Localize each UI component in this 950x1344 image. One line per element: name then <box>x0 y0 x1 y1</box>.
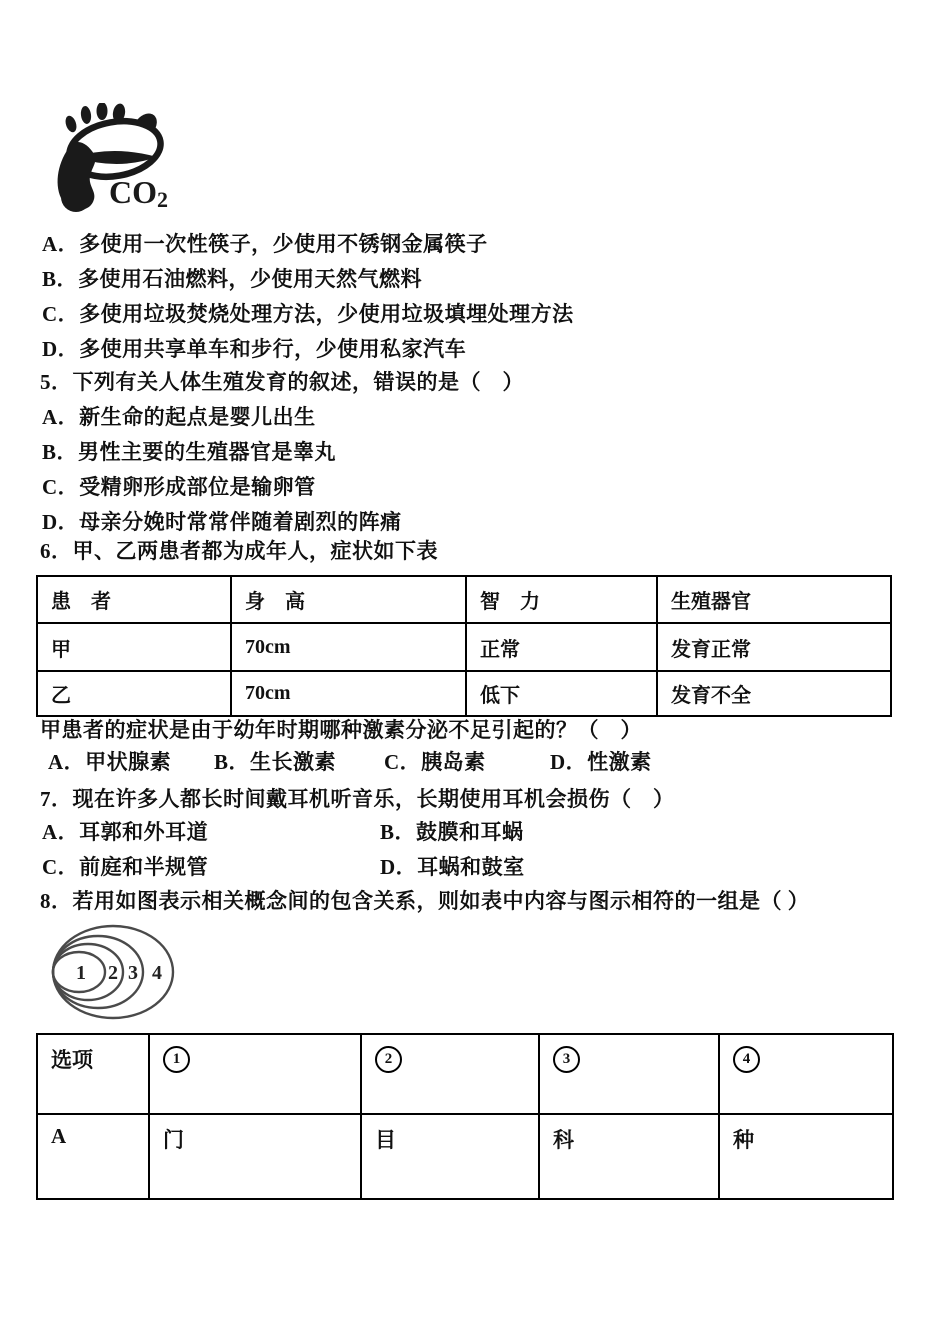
question-6-intro: 6．甲、乙两患者都为成年人，症状如下表 <box>40 539 438 563</box>
question-5-option-a: A．新生命的起点是婴儿出生 <box>42 405 316 429</box>
options-table-row-label: A <box>37 1114 149 1199</box>
table-cell: 70cm <box>231 671 466 716</box>
question-4-option-d: D．多使用共享单车和步行，少使用私家汽车 <box>42 337 467 361</box>
table-cell: 科 <box>539 1114 719 1199</box>
patients-table-row-jia <box>37 623 891 671</box>
nested-ellipses-diagram <box>43 922 193 1022</box>
question-6-option-c: C．胰岛素 <box>384 750 486 774</box>
options-table <box>36 1033 894 1200</box>
question-5-option-c: C．受精卵形成部位是输卵管 <box>42 475 316 499</box>
patients-table-header-height: 身 高 <box>231 576 466 623</box>
question-4-option-b: B．多使用石油燃料，少使用天然气燃料 <box>42 267 423 291</box>
table-cell: 目 <box>361 1114 539 1199</box>
options-table-header-2 <box>361 1034 539 1114</box>
diagram-label-3: 3 <box>128 962 138 984</box>
patients-table <box>36 575 892 717</box>
table-cell: 正常 <box>466 623 657 671</box>
question-8-stem: 8．若用如图表示相关概念间的包含关系，则如表中内容与图示相符的一组是（ ） <box>40 889 810 913</box>
options-table-header-1 <box>149 1034 361 1114</box>
options-table-header-3 <box>539 1034 719 1114</box>
circled-number-2-icon: 2 <box>375 1046 402 1073</box>
logo-co-text: CO <box>109 174 157 210</box>
options-table-header-4 <box>719 1034 893 1114</box>
logo-subscript-2: 2 <box>157 187 168 212</box>
patients-table-header-reproductive-organ: 生殖器官 <box>657 576 891 623</box>
question-5-stem: 5．下列有关人体生殖发育的叙述，错误的是（ ） <box>40 370 524 394</box>
patients-table-header-patient: 患 者 <box>37 576 231 623</box>
options-table-corner-header: 选项 <box>37 1034 149 1114</box>
patients-table-row-yi <box>37 671 891 716</box>
question-6-question-text: 甲患者的症状是由于幼年时期哪种激素分泌不足引起的？（ ） <box>40 718 642 742</box>
question-7-option-b: B．鼓膜和耳蜗 <box>380 820 524 844</box>
question-4-option-c: C．多使用垃圾焚烧处理方法，少使用垃圾填埋处理方法 <box>42 302 574 326</box>
patients-table-header-intelligence: 智 力 <box>466 576 657 623</box>
table-cell: 甲 <box>37 623 231 671</box>
diagram-label-4: 4 <box>152 962 162 984</box>
table-cell: 乙 <box>37 671 231 716</box>
question-7-option-d: D．耳蜗和鼓室 <box>380 855 525 879</box>
diagram-label-2: 2 <box>108 962 118 984</box>
question-7-stem: 7．现在许多人都长时间戴耳机听音乐，长期使用耳机会损伤（ ） <box>40 787 675 811</box>
circled-number-4-icon: 4 <box>733 1046 760 1073</box>
table-cell: 发育不全 <box>657 671 891 716</box>
table-cell: 种 <box>719 1114 893 1199</box>
circled-number-1-icon: 1 <box>163 1046 190 1073</box>
question-7-option-a: A．耳郭和外耳道 <box>42 820 209 844</box>
question-7-option-c: C．前庭和半规管 <box>42 855 209 879</box>
question-6-option-d: D．性激素 <box>550 750 652 774</box>
question-5-option-b: B．男性主要的生殖器官是睾丸 <box>42 440 337 464</box>
question-6-option-b: B．生长激素 <box>214 750 337 774</box>
question-4-option-a: A．多使用一次性筷子，少使用不锈钢金属筷子 <box>42 232 488 256</box>
options-table-header-row <box>37 1034 893 1114</box>
question-5-option-d: D．母亲分娩时常常伴随着剧烈的阵痛 <box>42 510 402 534</box>
table-cell: 门 <box>149 1114 361 1199</box>
options-table-row-a <box>37 1114 893 1199</box>
diagram-label-1: 1 <box>76 962 86 984</box>
question-6-option-a: A．甲状腺素 <box>48 750 172 774</box>
table-cell: 70cm <box>231 623 466 671</box>
table-cell: 低下 <box>466 671 657 716</box>
carbon-footprint-logo <box>53 103 243 218</box>
circled-number-3-icon: 3 <box>553 1046 580 1073</box>
patients-table-header-row <box>37 576 891 623</box>
table-cell: 发育正常 <box>657 623 891 671</box>
